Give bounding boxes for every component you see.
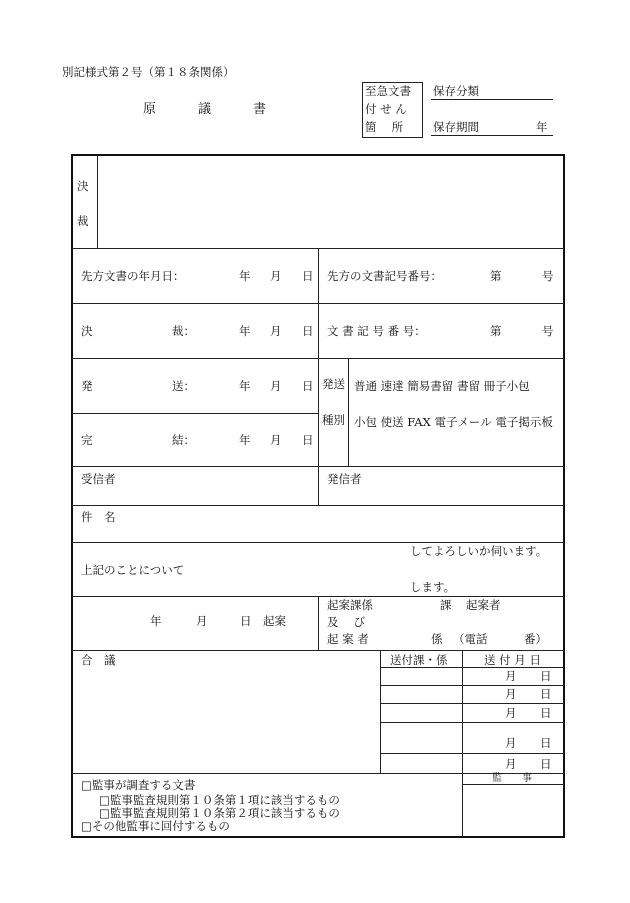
drafter-name-label: 起案者 xyxy=(466,598,501,612)
number-prefix: 第 xyxy=(490,324,502,338)
send-type-options[interactable]: 普通 速達 簡易書留 書留 冊子小包 xyxy=(354,379,530,393)
decision-label: 決 xyxy=(77,179,89,193)
divider xyxy=(380,753,564,754)
divider xyxy=(72,542,564,543)
month-unit: 月 xyxy=(505,757,517,771)
urgent-label: 付 せ ん xyxy=(365,102,407,116)
divider xyxy=(318,596,319,650)
urgent-label: 至急文書 xyxy=(365,84,411,98)
request-text: します。 xyxy=(410,580,456,594)
storage-period-line[interactable] xyxy=(431,135,553,136)
number-suffix: 号 xyxy=(542,269,554,283)
subject-label: 件 名 xyxy=(81,510,116,524)
day-unit: 日 xyxy=(540,757,552,771)
day-unit: 日 xyxy=(540,706,552,720)
year-unit: 年 xyxy=(239,269,251,283)
send-dept-header: 送付課・係 xyxy=(390,653,448,667)
audit-checkbox[interactable]: □その他監事に回付するもの xyxy=(81,819,230,833)
divider xyxy=(72,650,564,651)
draft-day-label: 日 起案 xyxy=(240,614,286,628)
divider xyxy=(380,703,564,704)
staff-unit: 係 xyxy=(431,632,443,646)
send-type-options[interactable]: 小包 使送 FAX 電子メール 電子掲示板 xyxy=(354,415,553,429)
year-unit: 年 xyxy=(239,324,251,338)
title-char: 書 xyxy=(253,102,267,117)
month-unit: 月 xyxy=(196,614,208,628)
divider xyxy=(462,650,463,838)
drafter-label: 起 案 者 xyxy=(327,632,369,646)
send-type-label: 発送 xyxy=(322,377,345,391)
month-unit: 月 xyxy=(505,669,517,683)
title-char: 原 xyxy=(143,102,157,117)
month-unit: 月 xyxy=(505,736,517,750)
prior-number-label: 先方の文書記号番号： xyxy=(327,269,442,283)
send-date-label: 送： xyxy=(172,379,195,393)
consultation-label: 合 議 xyxy=(81,653,116,667)
send-date-header: 送 付 月 日 xyxy=(484,653,541,667)
divider xyxy=(72,413,318,414)
divider xyxy=(380,722,564,723)
day-unit: 日 xyxy=(540,687,552,701)
phone-label: 番） xyxy=(524,632,547,646)
day-unit: 日 xyxy=(302,269,314,283)
audit-checkbox[interactable]: □監事監査規則第１０条第１項に該当するもの xyxy=(99,793,340,807)
draft-and-label: 及 び xyxy=(327,615,366,629)
day-unit: 日 xyxy=(302,433,314,447)
storage-class-label: 保存分類 xyxy=(433,84,479,98)
divider xyxy=(348,358,349,466)
year-unit: 年 xyxy=(150,614,162,628)
decision-stamp-area[interactable] xyxy=(98,156,563,248)
year-unit: 年 xyxy=(239,379,251,393)
send-date-label: 発 xyxy=(81,379,93,393)
recipient-label: 受信者 xyxy=(81,472,116,486)
urgent-label: 箇 所 xyxy=(365,120,404,134)
sender-label: 発信者 xyxy=(327,472,362,486)
month-unit: 月 xyxy=(270,269,282,283)
divider xyxy=(380,667,564,668)
divider xyxy=(72,773,564,774)
month-unit: 月 xyxy=(270,379,282,393)
month-unit: 月 xyxy=(270,433,282,447)
audit-header: 監 事 xyxy=(492,773,532,784)
audit-checkbox[interactable]: □監事監査規則第１０条第２項に該当するもの xyxy=(99,806,340,820)
title-char: 議 xyxy=(198,102,212,117)
divider xyxy=(380,685,564,686)
prior-date-label: 先方文書の年月日： xyxy=(81,269,185,283)
month-unit: 月 xyxy=(505,706,517,720)
decision-date-label: 裁： xyxy=(172,324,195,338)
request-text: 上記のことについて xyxy=(81,563,185,577)
decision-date-label: 決 xyxy=(81,324,93,338)
storage-period-unit: 年 xyxy=(536,120,548,134)
day-unit: 日 xyxy=(540,669,552,683)
send-type-label: 種別 xyxy=(322,413,345,427)
divider xyxy=(380,650,381,773)
divider xyxy=(318,248,319,505)
year-unit: 年 xyxy=(239,433,251,447)
month-unit: 月 xyxy=(270,324,282,338)
audit-checkbox[interactable]: □監事が調査する文書 xyxy=(81,778,196,792)
phone-label: （電話 xyxy=(453,632,488,646)
number-prefix: 第 xyxy=(490,269,502,283)
divider xyxy=(462,784,564,785)
draft-dept-label: 起案課係 xyxy=(327,598,373,612)
doc-number-label: 文 書 記 号 番 号： xyxy=(327,324,426,338)
number-suffix: 号 xyxy=(542,324,554,338)
day-unit: 日 xyxy=(302,379,314,393)
day-unit: 日 xyxy=(540,736,552,750)
complete-date-label: 完 xyxy=(81,433,93,447)
request-text: してよろしいか伺います。 xyxy=(410,544,548,558)
divider xyxy=(72,505,564,506)
section-unit: 課 xyxy=(440,598,452,612)
month-unit: 月 xyxy=(505,687,517,701)
storage-class-line[interactable] xyxy=(431,99,553,100)
form-number: 別記様式第２号（第１８条関係） xyxy=(62,65,235,79)
day-unit: 日 xyxy=(302,324,314,338)
decision-label: 裁 xyxy=(77,214,89,228)
complete-date-label: 結： xyxy=(172,433,195,447)
storage-period-label: 保存期間 xyxy=(433,120,479,134)
